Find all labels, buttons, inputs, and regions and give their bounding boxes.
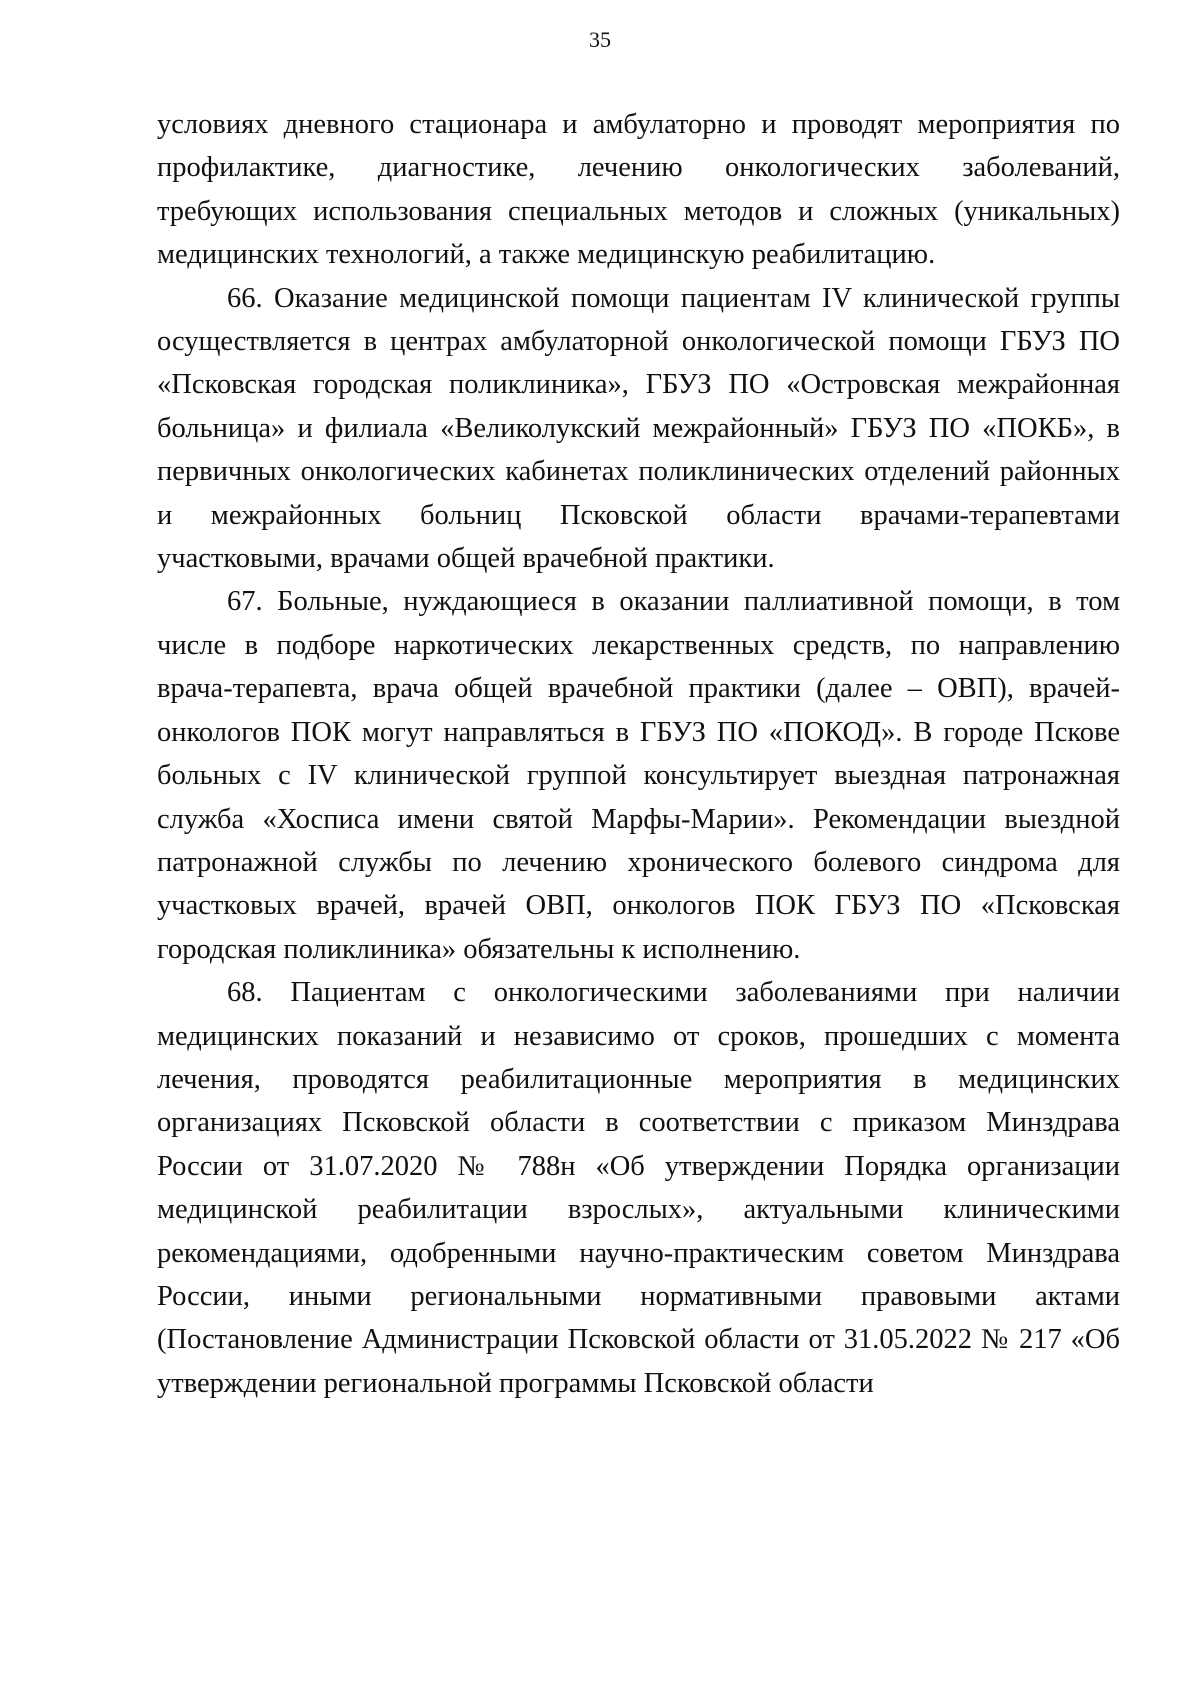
document-body bbox=[157, 103, 1120, 1405]
paragraph-67: 67. Больные, нуждающиеся в оказании паллиативной помощи, в том числе в подборе наркотических лекарственных средств, по направлению врача-терапевта, врача общей врачебной практики (далее – ОВП), врачей-онкологов ПОК могут направляться в ГБУЗ ПО «ПОКОД». В городе Пскове больных с IV клинической группой консультирует выездная патронажная служба «Хосписа имени святой Марфы-Марии». Рекомендации выездной патронажной службы по лечению хронического болевого синдрома для участковых врачей, врачей ОВП, онкологов ПОК ГБУЗ ПО «Псковская городская поликлиника» обязательны к исполнению. bbox=[157, 586, 1120, 965]
paragraph-continuation: условиях дневного стационара и амбулаторно и проводят мероприятия по профилактике, диагностике, лечению онкологических заболеваний, требующих использования специальных методов и сложных (уникальных) медицинских технологий, а также медицинскую реабилитацию. bbox=[157, 109, 1120, 271]
page-number: 35 bbox=[589, 27, 611, 52]
paragraph-68: 68. Пациентам с онкологическими заболеваниями при наличии медицинских показаний и независимо от сроков, прошедших с момента лечения, проводятся реабилитационные мероприятия в медицинских организациях Псковской области в соответствии с приказом Минздрава России от 31.07.2020 № 788н «Об утверждении Порядка организации медицинской реабилитации взрослых», актуальными клиническими рекомендациями, одобренными научно-практическим советом Минздрава России, иными региональными нормативными правовыми актами (Постановление Администрации Псковской области от 31.05.2022 № 217 «Об утверждении региональной программы Псковской области bbox=[157, 977, 1120, 1399]
paragraph-66: 66. Оказание медицинской помощи пациентам IV клинической группы осуществляется в центрах амбулаторной онкологической помощи ГБУЗ ПО «Псковская городская поликлиника», ГБУЗ ПО «Островская межрайонная больница» и филиала «Великолукский межрайонный» ГБУЗ ПО «ПОКБ», в первичных онкологических кабинетах поликлинических отделений районных и межрайонных больниц Псковской области врачами-терапевтами участковыми, врачами общей врачебной практики. bbox=[157, 282, 1120, 575]
